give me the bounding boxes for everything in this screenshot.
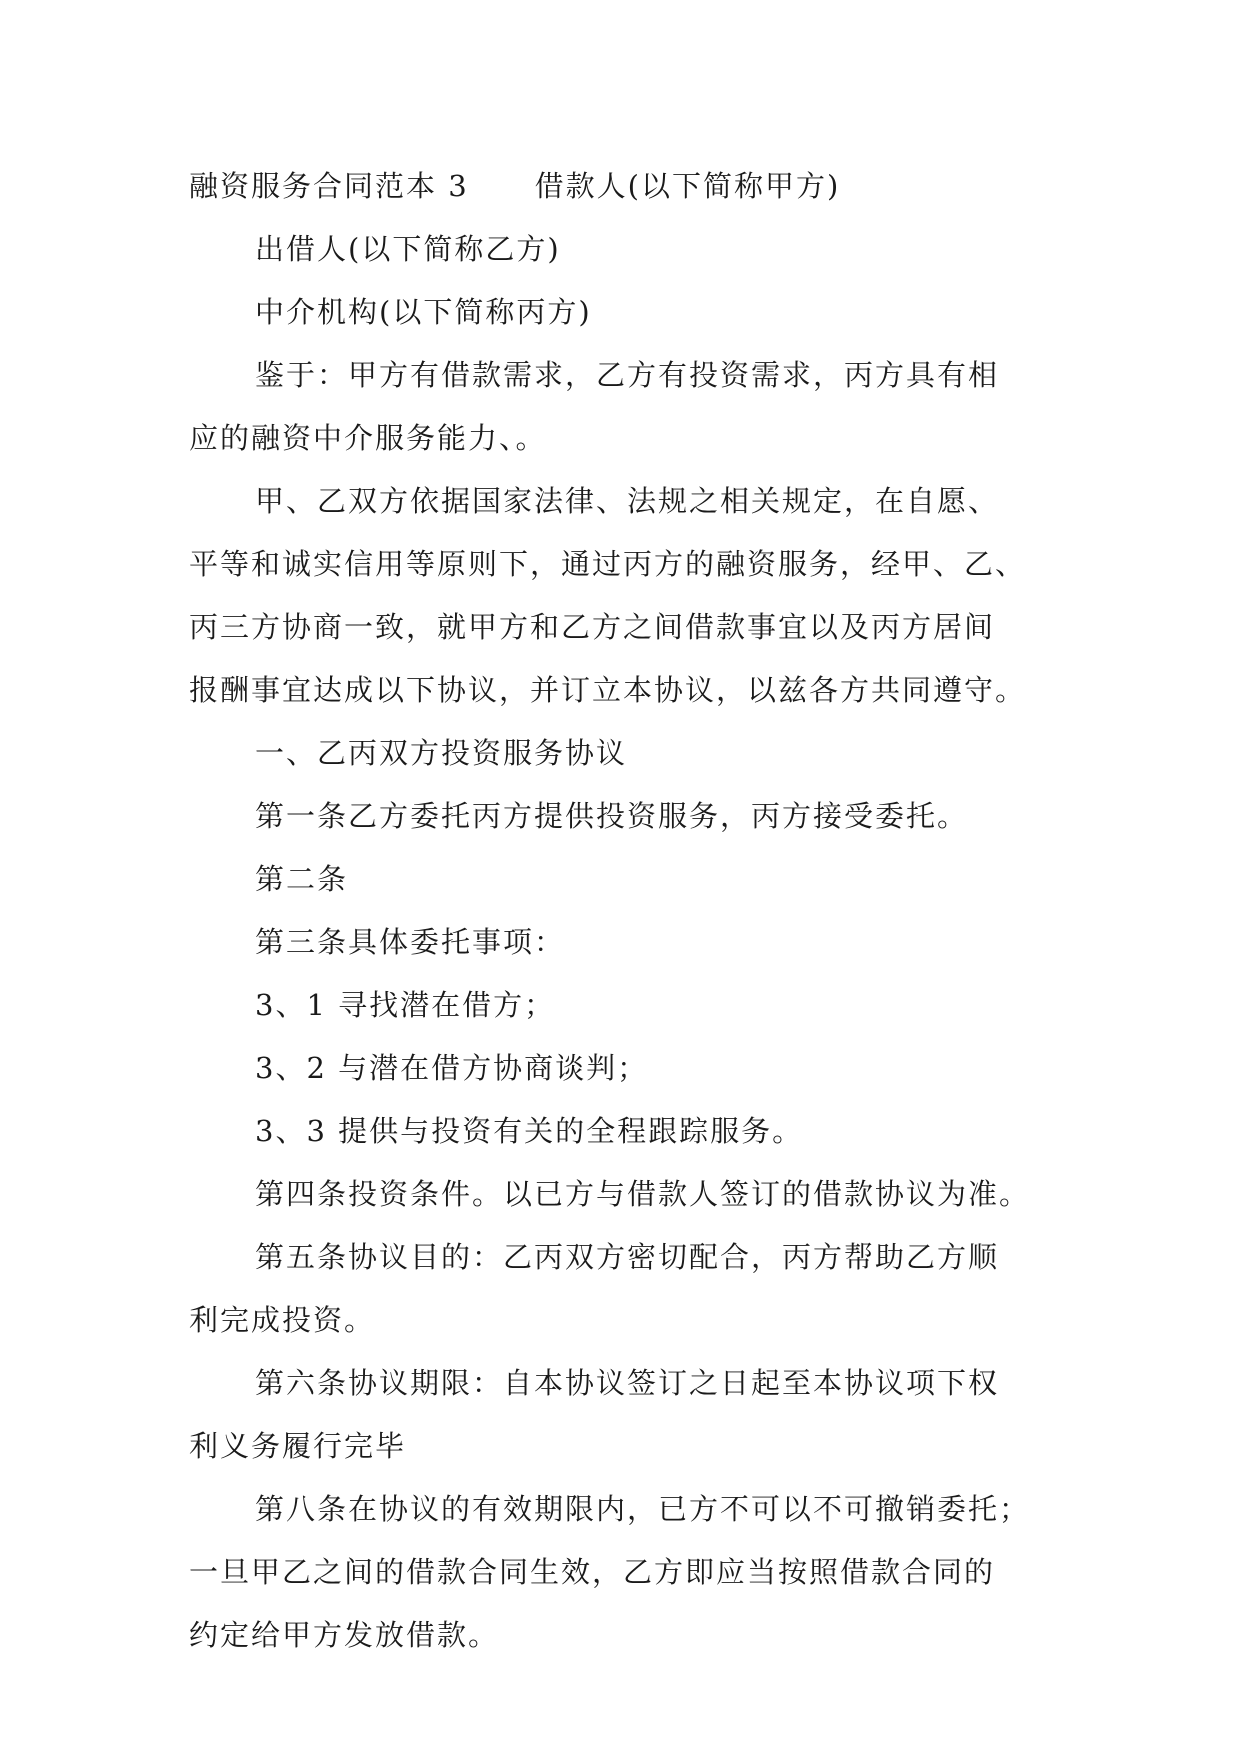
article-1: 第一条乙方委托丙方提供投资服务，丙方接受委托。 bbox=[255, 799, 969, 833]
paragraph-line: 约定给甲方发放借款。 bbox=[189, 1618, 500, 1652]
article-6 bbox=[189, 1352, 1054, 1478]
paragraph-line: 平等和诚实信用等原则下，通过丙方的融资服务，经甲、乙、 bbox=[189, 547, 1027, 581]
article-5 bbox=[189, 1226, 1054, 1352]
paragraph-line: 甲、乙双方依据国家法律、法规之相关规定，在自愿、 bbox=[255, 484, 1000, 518]
paragraph-line: 利义务履行完毕 bbox=[189, 1429, 407, 1463]
article-3: 第三条具体委托事项： bbox=[255, 925, 566, 959]
paragraph bbox=[189, 344, 1054, 470]
section-heading: 一、乙丙双方投资服务协议 bbox=[255, 736, 628, 770]
article-4: 第四条投资条件。以已方与借款人签订的借款协议为准。 bbox=[255, 1177, 1031, 1211]
paragraph-line: 第八条在协议的有效期限内，已方不可以不可撤销委托； bbox=[255, 1492, 1031, 1526]
paragraph-line: 第六条协议期限：自本协议签订之日起至本协议项下权 bbox=[255, 1366, 1000, 1400]
second-party: 出借人(以下简称乙方) bbox=[255, 232, 561, 266]
third-party: 中介机构(以下简称丙方) bbox=[255, 295, 592, 329]
paragraph-line: 鉴于：甲方有借款需求，乙方有投资需求，丙方具有相 bbox=[255, 358, 1000, 392]
paragraph-line: 丙三方协商一致，就甲方和乙方之间借款事宜以及丙方居间 bbox=[189, 610, 996, 644]
clause-3-1: 3、1 寻找潜在借方； bbox=[255, 988, 556, 1022]
article-2: 第二条 bbox=[255, 862, 349, 896]
paragraph-line: 一旦甲乙之间的借款合同生效，乙方即应当按照借款合同的 bbox=[189, 1555, 996, 1589]
paragraph-line: 利完成投资。 bbox=[189, 1303, 376, 1337]
clause-3-2: 3、2 与潜在借方协商谈判； bbox=[255, 1051, 649, 1085]
title-line bbox=[189, 155, 1054, 218]
paragraph-line: 第五条协议目的：乙丙双方密切配合，丙方帮助乙方顺 bbox=[255, 1240, 1000, 1274]
paragraph bbox=[189, 470, 1054, 722]
paragraph-line: 报酬事宜达成以下协议，并订立本协议，以兹各方共同遵守。 bbox=[189, 673, 1027, 707]
document-title: 融资服务合同范本 3 bbox=[189, 169, 469, 203]
paragraph-line: 应的融资中介服务能力、。 bbox=[189, 421, 547, 455]
article-8 bbox=[189, 1478, 1054, 1667]
document-body bbox=[189, 155, 1054, 1667]
clause-3-3: 3、3 提供与投资有关的全程跟踪服务。 bbox=[255, 1114, 804, 1148]
first-party: 借款人(以下简称甲方) bbox=[534, 169, 841, 203]
